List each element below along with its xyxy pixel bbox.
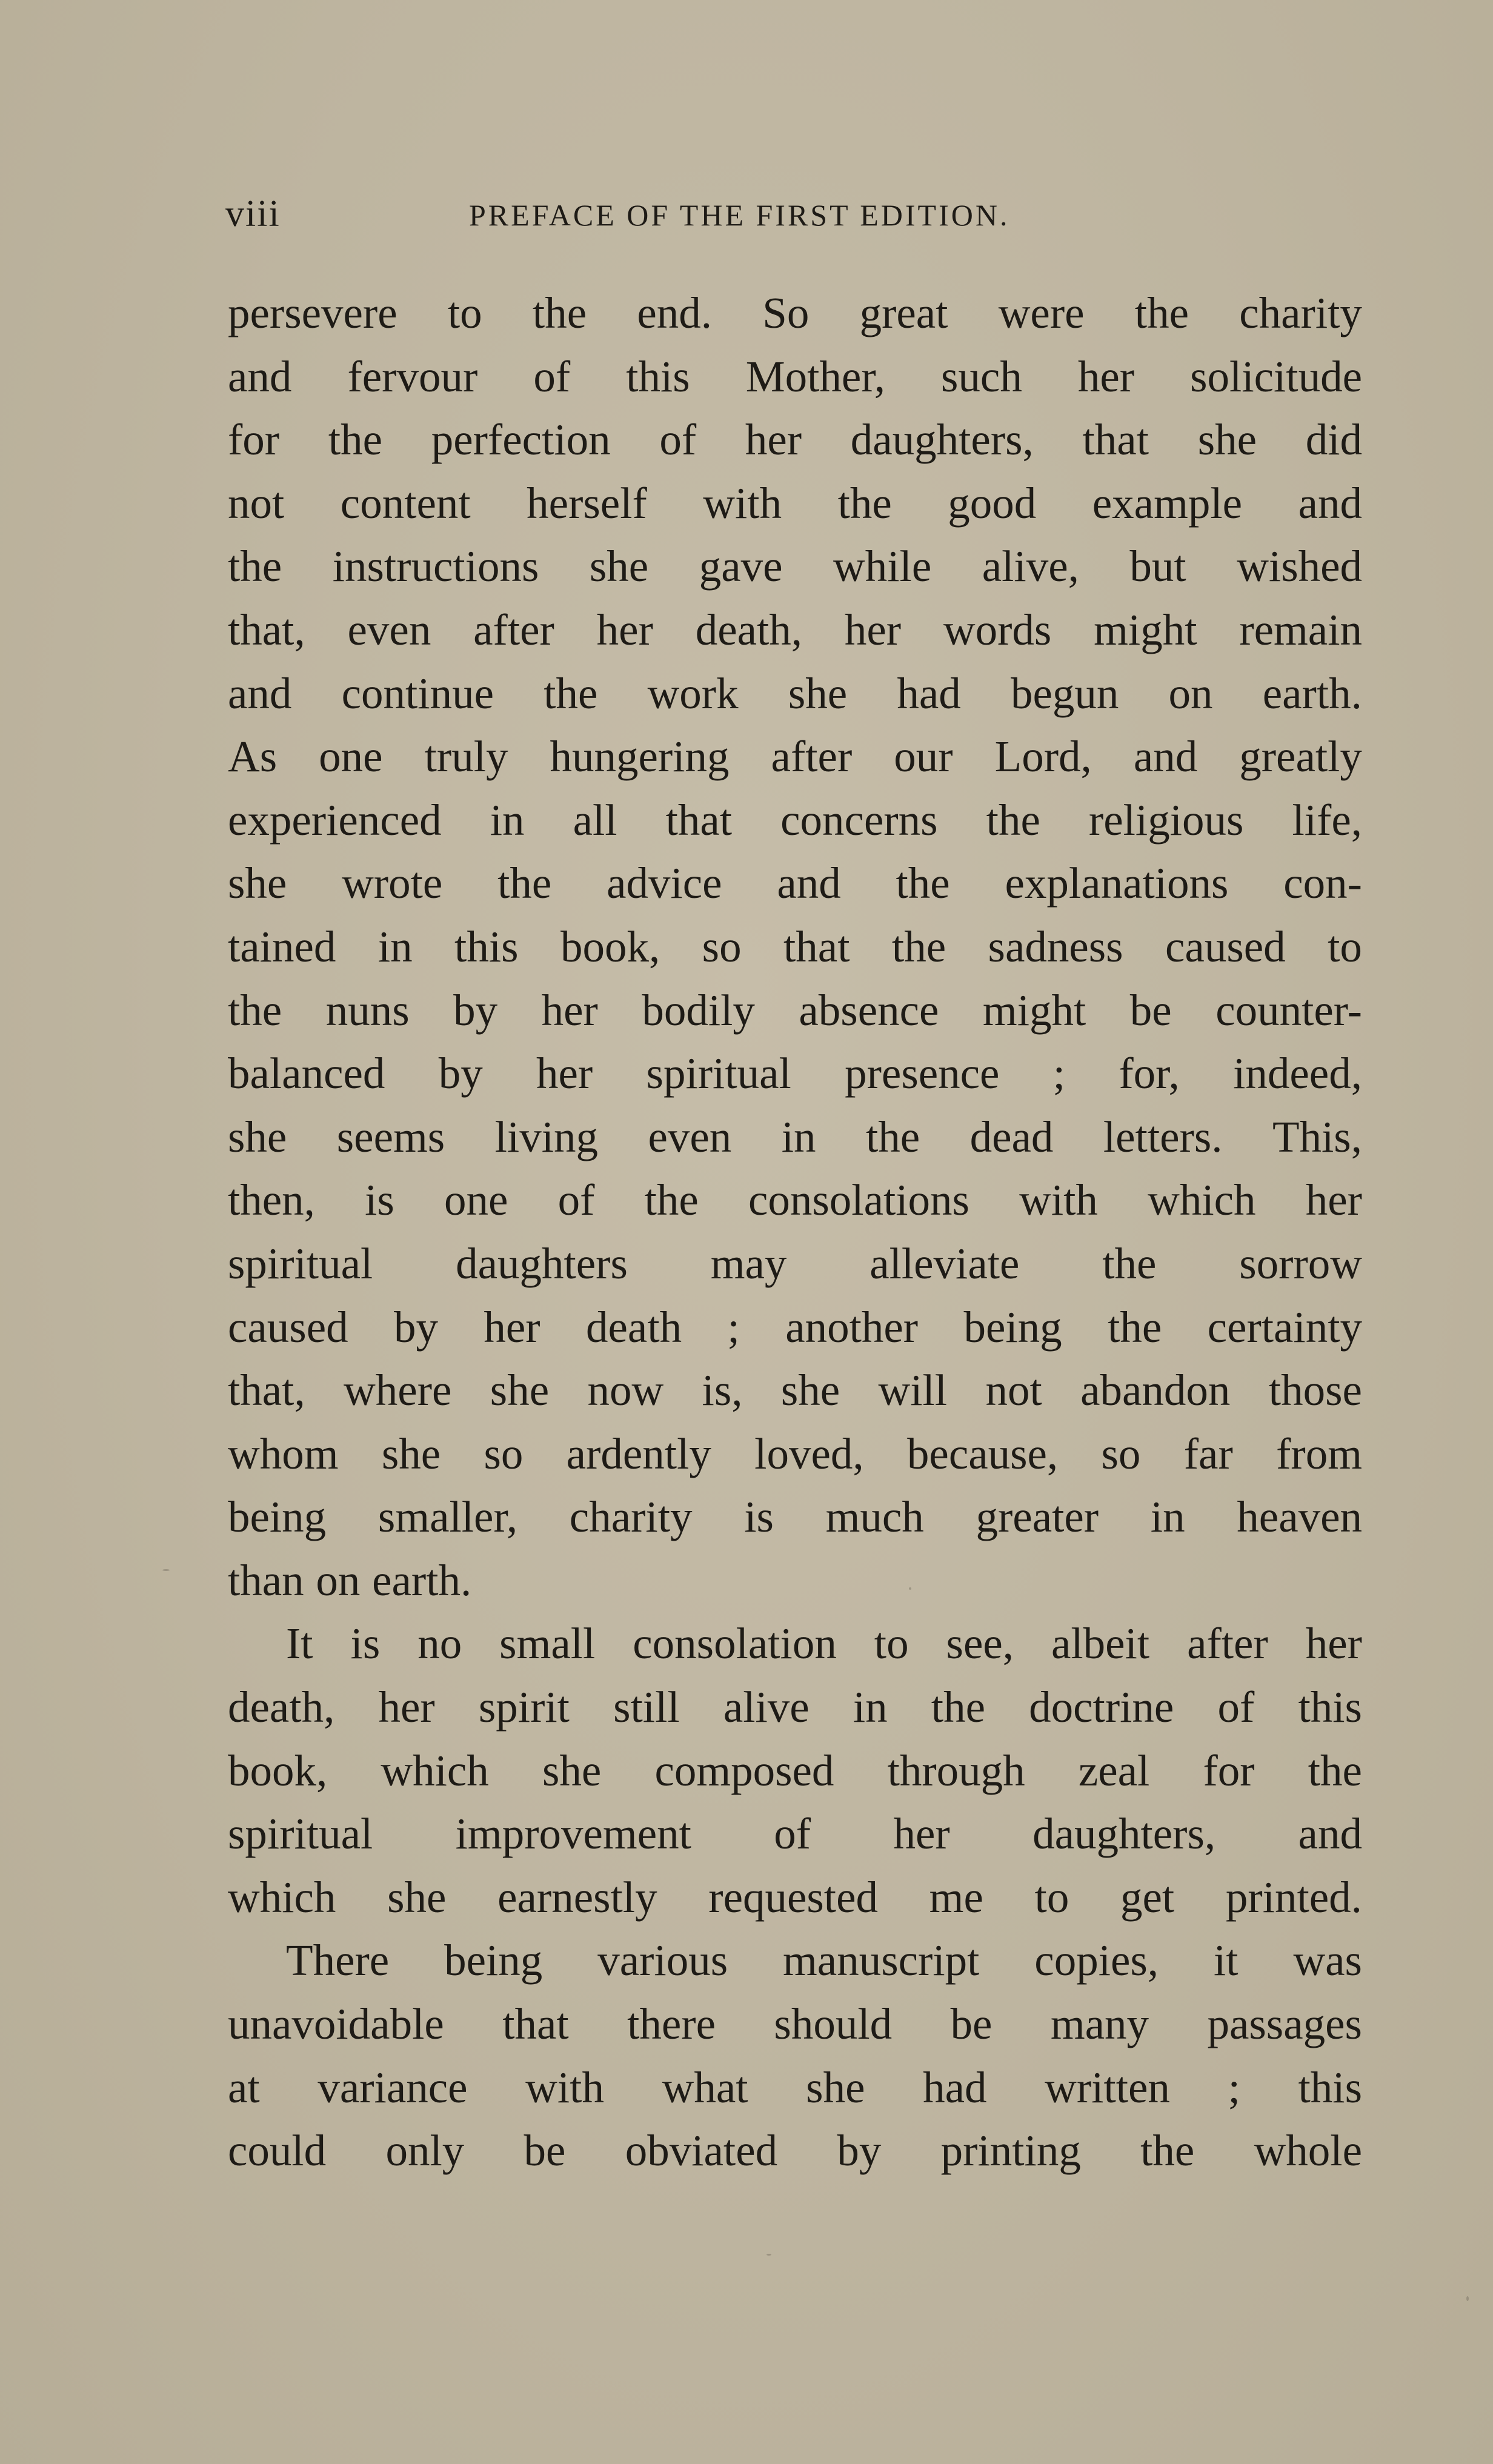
text-line: It is no small consolation to see, albeit after her [286, 1619, 1362, 1669]
running-head [225, 193, 1121, 235]
page-number: viii [225, 193, 281, 234]
text-line: spiritual daughters may alleviate the sorrow [228, 1238, 1362, 1288]
text-line: spiritual improvement of her daughters, and [228, 1809, 1362, 1859]
text-line: could only be obviated by printing the whole [228, 2126, 1362, 2176]
text-line: book, which she composed through zeal for the [228, 1745, 1362, 1795]
running-title: PREFACE OF THE FIRST EDITION. [469, 198, 1010, 232]
text-line: and continue the work she had begun on earth. [228, 668, 1362, 718]
text-line: persevere to the end. So great were the charity [228, 288, 1362, 337]
text-line: for the perfection of her daughters, that she did [228, 415, 1362, 465]
paper-speck [162, 1569, 170, 1571]
text-line: being smaller, charity is much greater in heaven [228, 1492, 1362, 1542]
text-line: than on earth. [228, 1555, 472, 1605]
text-line: balanced by her spiritual presence ; for, indeed, [228, 1049, 1362, 1098]
text-line: at variance with what she had written ; this [228, 2062, 1362, 2112]
text-line: the instructions she gave while alive, but wished [228, 542, 1362, 591]
text-line: that, where she now is, she will not abandon those [228, 1366, 1362, 1415]
text-line: the nuns by her bodily absence might be counter- [228, 985, 1362, 1035]
paper-speck [766, 2254, 771, 2256]
text-line: experienced in all that concerns the religious life, [228, 795, 1362, 845]
text-line: tained in this book, so that the sadness caused to [228, 922, 1362, 971]
text-line: There being various manuscript copies, it was [286, 1936, 1362, 1985]
text-line: she seems living even in the dead letters. This, [228, 1112, 1362, 1161]
text-line: death, her spirit still alive in the doctrine of this [228, 1682, 1362, 1732]
paper-speck [909, 1587, 911, 1590]
text-line: caused by her death ; another being the certainty [228, 1302, 1362, 1352]
body-text [228, 282, 1362, 2183]
text-line: which she earnestly requested me to get printed. [228, 1872, 1362, 1922]
text-line: As one truly hungering after our Lord, and greatly [228, 732, 1362, 782]
text-line: she wrote the advice and the explanations con- [228, 858, 1362, 908]
text-line: not content herself with the good example and [228, 478, 1362, 528]
text-line: whom she so ardently loved, because, so far from [228, 1429, 1362, 1478]
text-line: that, even after her death, her words might remain [228, 605, 1362, 654]
text-line: and fervour of this Mother, such her solicitude [228, 351, 1362, 401]
text-line: then, is one of the consolations with which her [228, 1175, 1362, 1225]
text-line: unavoidable that there should be many passages [228, 1999, 1362, 2049]
paper-speck [1466, 2296, 1469, 2301]
